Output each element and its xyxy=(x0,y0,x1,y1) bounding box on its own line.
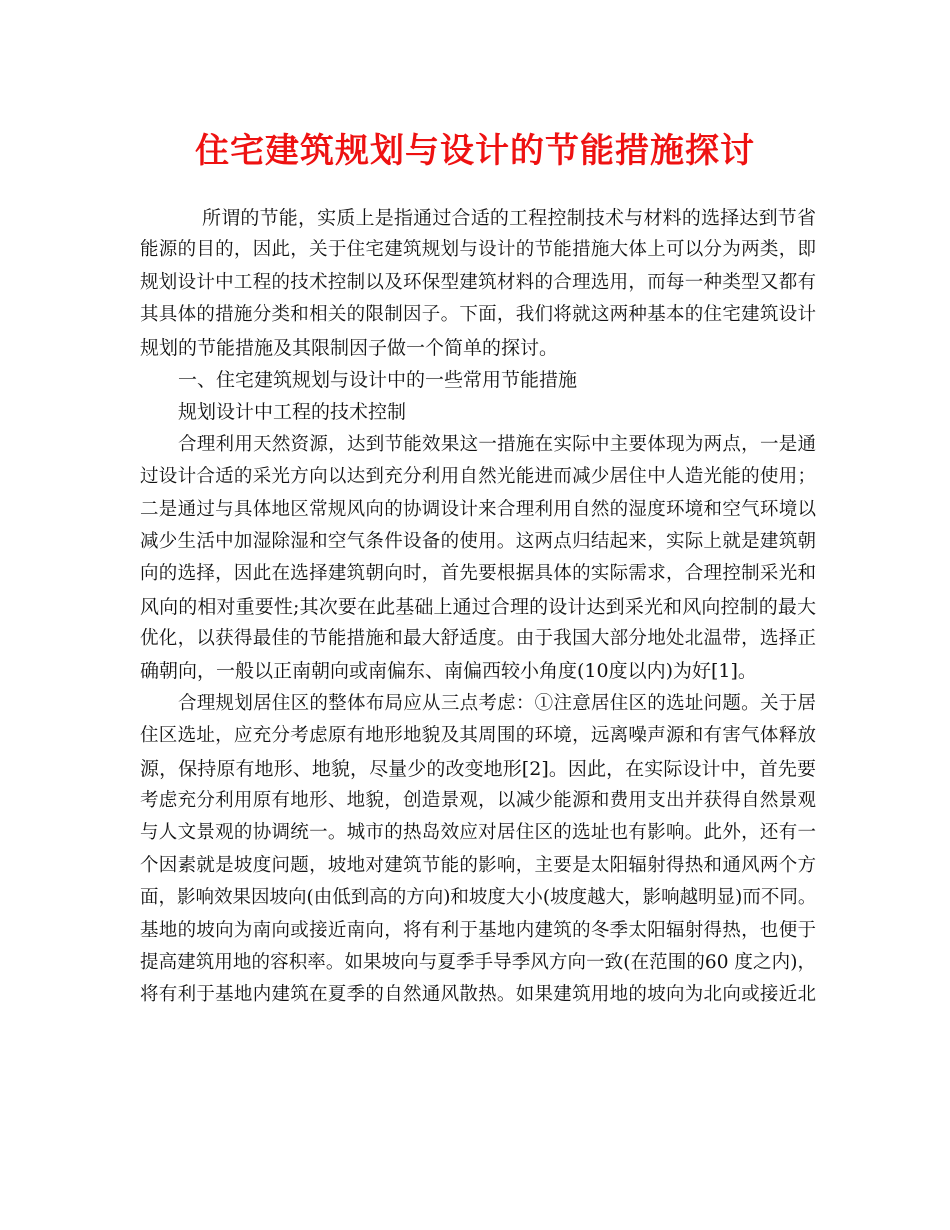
document-title: 住宅建筑规划与设计的节能措施探讨 xyxy=(195,131,755,171)
paragraph-line: 面，影响效果因坡向(由低到高的方向)和坡度大小(坡度越大，影响越明显)而不同。 xyxy=(140,887,817,909)
subsection-heading: 规划设计中工程的技术控制 xyxy=(178,401,407,424)
document-body xyxy=(140,202,816,1012)
paragraph-line: 与人文景观的协调统一。城市的热岛效应对居住区的选址也有影响。此外，还有一 xyxy=(140,822,816,844)
paragraph-line: 合理规划居住区的整体布局应从三点考虑：①注意居住区的选址问题。关于居 xyxy=(178,692,816,714)
paragraph-line: 提高建筑用地的容积率。如果坡向与夏季手导季风方向一致(在范围的60 度之内)， xyxy=(140,951,816,973)
section-heading: 一、住宅建筑规划与设计中的一些常用节能措施 xyxy=(178,368,578,391)
paragraph-line: 个因素就是坡度问题，坡地对建筑节能的影响，主要是太阳辐射得热和通风两个方 xyxy=(140,854,816,876)
paragraph-line: 将有利于基地内建筑在夏季的自然通风散热。如果建筑用地的坡向为北向或接近北 xyxy=(140,984,816,1006)
paragraph-line: 规划的节能措施及其限制因子做一个简单的探讨。 xyxy=(140,336,559,359)
paragraph-line: 向的选择，因此在选择建筑朝向时，首先要根据具体的实际需求，合理控制采光和 xyxy=(140,563,816,585)
paragraph-line: 减少生活中加湿除湿和空气条件设备的使用。这两点归结起来，实际上就是建筑朝 xyxy=(140,530,816,552)
paragraph-line: 规划设计中工程的技术控制以及环保型建筑材料的合理选用，而每一种类型又都有 xyxy=(140,271,816,293)
paragraph-line: 所谓的节能，实质上是指通过合适的工程控制技术与材料的选择达到节省 xyxy=(202,207,816,229)
paragraph-line: 考虑充分利用原有地形、地貌，创造景观，以减少能源和费用支出并获得自然景观 xyxy=(140,790,816,812)
paragraph-line: 风向的相对重要性;其次要在此基础上通过合理的设计达到采光和风向控制的最大 xyxy=(140,595,816,618)
paragraph-line: 二是通过与具体地区常规风向的协调设计来合理利用自然的湿度环境和空气环境以 xyxy=(140,498,816,520)
paragraph-line: 确朝向，一般以正南朝向或南偏东、南偏西较小角度(10度以内)为好[1]。 xyxy=(140,660,757,683)
paragraph-line: 优化，以获得最佳的节能措施和最大舒适度。由于我国大部分地处北温带，选择正 xyxy=(140,628,816,650)
paragraph-line: 合理利用天然资源，达到节能效果这一措施在实际中主要体现为两点，一是通 xyxy=(178,433,816,455)
paragraph-line: 能源的目的，因此，关于住宅建筑规划与设计的节能措施大体上可以分为两类，即 xyxy=(140,239,816,261)
paragraph-line: 基地的坡向为南向或接近南向，将有利于基地内建筑的冬季太阳辐射得热，也便于 xyxy=(140,919,816,941)
paragraph-line: 住区选址，应充分考虑原有地形地貌及其周围的环境，远离噪声源和有害气体释放 xyxy=(140,725,816,747)
paragraph-line: 其具体的措施分类和相关的限制因子。下面，我们将就这两种基本的住宅建筑设计 xyxy=(140,304,816,326)
paragraph-line: 源，保持原有地形、地貌，尽量少的改变地形[2]。因此，在实际设计中，首先要 xyxy=(140,757,816,780)
paragraph-line: 过设计合适的采光方向以达到充分利用自然光能进而减少居住中人造光能的使用； xyxy=(140,466,816,488)
